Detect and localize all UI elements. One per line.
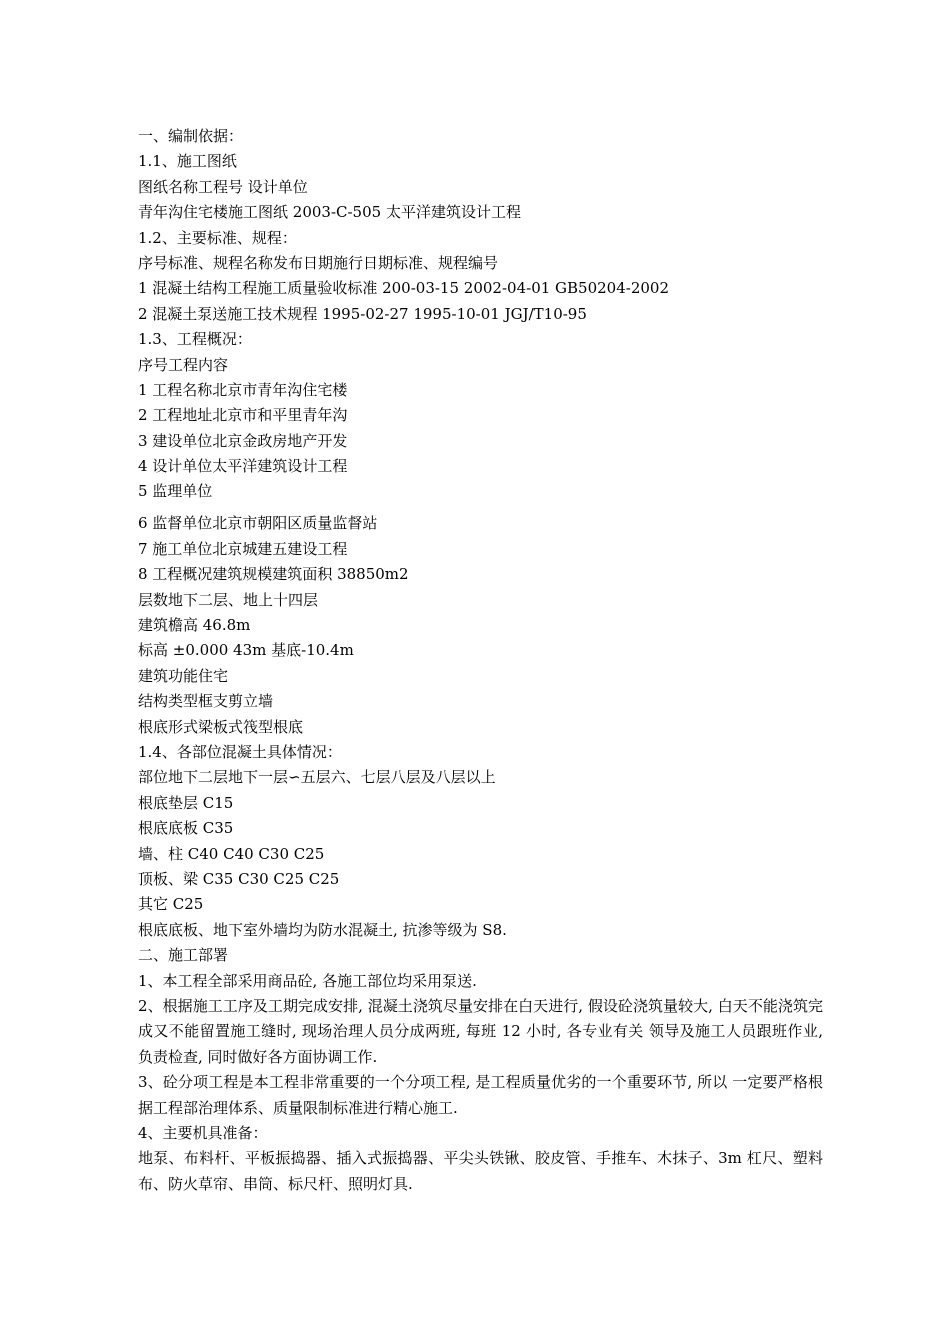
text-line: 4 设计单位太平洋建筑设计工程: [138, 457, 348, 476]
text-line: 4、主要机具准备：: [138, 1123, 268, 1142]
section-heading-1: 一、编制依据：: [138, 127, 244, 145]
subsection-heading-1-3: 1.3、工程概况：: [138, 330, 252, 349]
paragraph: 2、根据施工工序及工期完成安排, 混凝土浇筑尽量安排在白天进行, 假设砼浇筑量较大, 白天不能浇筑完成又不能留置施工缝时, 现场治理人员分成两班, 每班 12 小时, 各专业有关 领导及施工人员跟班作业, 负责检查, 同时做好各方面协调工作.: [138, 996, 823, 1066]
text-line: 8 工程概况建筑规模建筑面积 38850m2: [138, 565, 409, 584]
subsection-heading-1-1: 1.1、施工图纸: [138, 152, 237, 171]
subsection-heading-1-4: 1.4、各部位混凝土具体情况：: [138, 742, 342, 761]
text-line: 层数地下二层、地上十四层: [138, 590, 319, 609]
text-line: 3 建设单位北京金政房地产开发: [138, 431, 348, 450]
text-line: 1 混凝土结构工程施工质量验收标准 200-03-15 2002-04-01 GB50204-2002: [138, 279, 670, 298]
paragraph: 3、砼分项工程是本工程非常重要的一个分项工程, 是工程质量优劣的一个重要环节, 所以 一定要严格根据工程部治理体系、质量限制标准进行精心施工.: [138, 1073, 823, 1117]
text-line: 顶板、梁 C35 C30 C25 C25: [138, 869, 340, 888]
text-line: 6 监督单位北京市朝阳区质量监督站: [138, 514, 378, 533]
document-body: [138, 124, 823, 1197]
text-line: 2 混凝土泵送施工技术规程 1995-02-27 1995-10-01 JGJ/T10-95: [138, 304, 587, 323]
text-line: 根底垫层 C15: [138, 793, 234, 812]
text-line: 序号工程内容: [138, 355, 229, 374]
text-line: 青年沟住宅楼施工图纸 2003-C-505 太平洋建筑设计工程: [138, 203, 521, 222]
text-line: 7 施工单位北京城建五建设工程: [138, 539, 348, 558]
text-line: 部位地下二层地下一层∽五层六、七层八层及八层以上: [138, 768, 496, 787]
text-line: 墙、柱 C40 C40 C30 C25: [138, 844, 325, 863]
text-line: 2 工程地址北京市和平里青年沟: [138, 406, 348, 425]
text-line: 其它 C25: [138, 895, 204, 914]
text-line: 5 监理单位: [138, 482, 213, 501]
text-line: 结构类型框支剪立墙: [138, 692, 274, 711]
text-line: 根底形式梁板式筏型根底: [138, 717, 304, 736]
text-line: 建筑功能住宅: [138, 666, 229, 685]
paragraph: 地泵、布料杆、平板振捣器、插入式振捣器、平尖头铁锹、胶皮管、手推车、木抹子、3m 杠尺、塑料布、防火草帘、串筒、标尺杆、照明灯具.: [138, 1149, 823, 1193]
text-line: 建筑檐高 46.8m: [138, 616, 251, 635]
text-line: 1、本工程全部采用商品砼, 各施工部位均采用泵送.: [138, 971, 477, 990]
text-line: 1 工程名称北京市青年沟住宅楼: [138, 380, 348, 399]
section-heading-2: 二、施工部署: [138, 946, 229, 965]
text-line: 图纸名称工程号 设计单位: [138, 177, 308, 196]
text-line: 根底底板 C35: [138, 819, 234, 838]
subsection-heading-1-2: 1.2、主要标准、规程：: [138, 228, 297, 247]
text-line: 根底底板、地下室外墙均为防水混凝土, 抗渗等级为 S8.: [138, 920, 507, 939]
text-line: 序号标准、规程名称发布日期施行日期标准、规程编号: [138, 253, 499, 272]
text-line: 标高 ±0.000 43m 基底-10.4m: [138, 641, 354, 660]
